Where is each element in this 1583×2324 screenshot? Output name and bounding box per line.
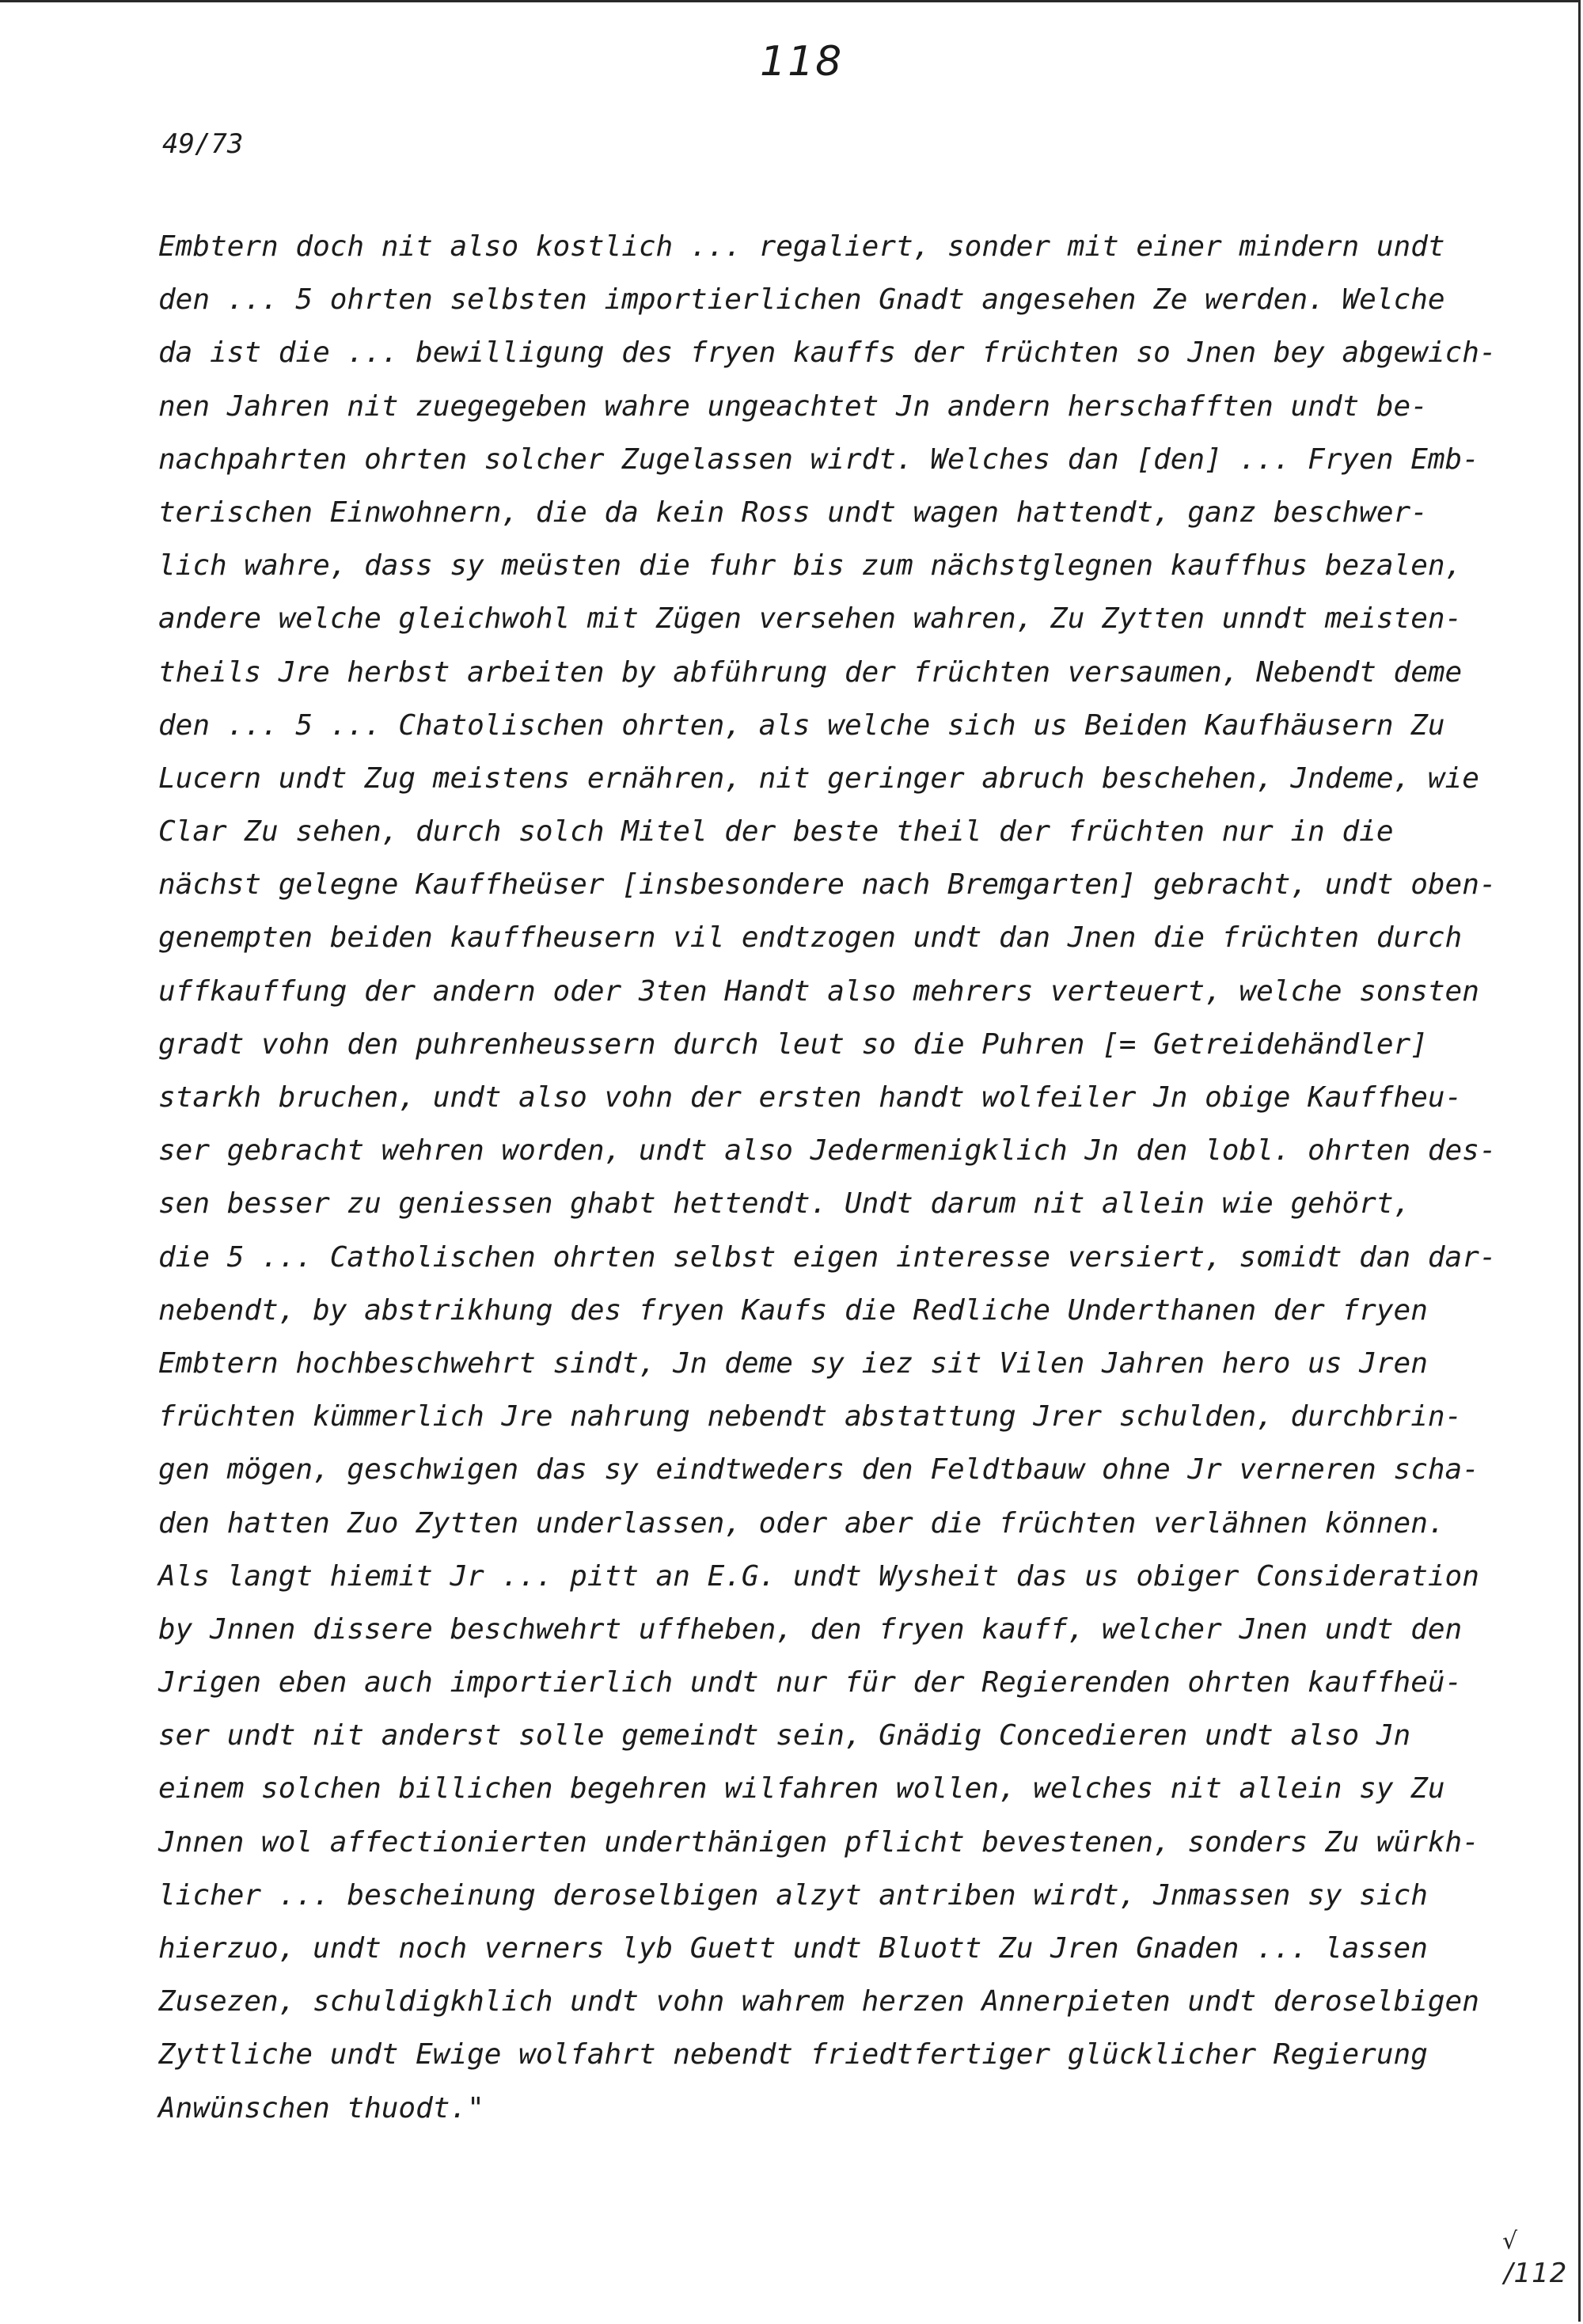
- text-line: gen mögen, geschwigen das sy eindtweders den Feldtbauw ohne Jr verneren scha-: [158, 1453, 1479, 1487]
- text-line: nachpahrten ohrten solcher Zugelassen wirdt. Welches dan [den] ... Fryen Emb-: [158, 442, 1479, 476]
- text-line: nächst gelegne Kauffheüser [insbesondere nach Bremgarten] gebracht, undt oben-: [158, 868, 1497, 902]
- text-line: den ... 5 ... Chatolischen ohrten, als welche sich us Beiden Kaufhäusern Zu: [158, 708, 1445, 742]
- text-line: theils Jre herbst arbeiten by abführung der früchten versaumen, Nebendt deme: [158, 655, 1463, 689]
- text-line: nebendt, by abstrikhung des fryen Kaufs die Redliche Underthanen der fryen: [158, 1293, 1428, 1327]
- text-line: Jrigen eben auch importierlich undt nur für der Regierenden ohrten kauffheü-: [158, 1666, 1463, 1699]
- text-line: einem solchen billichen begehren wilfahren wollen, welches nit allein sy Zu: [158, 1772, 1445, 1806]
- text-line: Embtern doch nit also kostlich ... regaliert, sonder mit einer mindern undt: [158, 230, 1445, 263]
- text-line: licher ... bescheinung deroselbigen alzyt antriben wirdt, Jnmassen sy sich: [158, 1878, 1428, 1912]
- text-line: uffkauffung der andern oder 3ten Handt also mehrers verteuert, welche sonsten: [158, 974, 1479, 1008]
- text-line: gradt vohn den puhrenheussern durch leut so die Puhren [= Getreidehändler]: [158, 1027, 1428, 1061]
- text-line: hierzuo, undt noch verners lyb Guett undt Bluott Zu Jren Gnaden ... lassen: [158, 1932, 1428, 1965]
- text-line: Clar Zu sehen, durch solch Mitel der beste theil der früchten nur in die: [158, 815, 1394, 849]
- text-line: andere welche gleichwohl mit Zügen versehen wahren, Zu Zytten unndt meisten-: [158, 602, 1463, 636]
- text-line: Jnnen wol affectionierten underthänigen pflicht bevestenen, sonders Zu würkh-: [158, 1825, 1479, 1859]
- text-line: da ist die ... bewilligung des fryen kauffs der früchten so Jnen bey abgewich-: [158, 336, 1497, 370]
- text-line: ser undt nit anderst solle gemeindt sein, Gnädig Concedieren undt also Jn: [158, 1719, 1411, 1752]
- text-line: den hatten Zuo Zytten underlassen, oder aber die früchten verlähnen können.: [158, 1506, 1445, 1540]
- text-line: Zusezen, schuldigkhlich undt vohn wahrem herzen Annerpieten undt deroselbigen: [158, 1985, 1479, 2018]
- text-line: by Jnnen dissere beschwehrt uffheben, den fryen kauff, welcher Jnen undt den: [158, 1612, 1463, 1646]
- text-line: starkh bruchen, undt also vohn der ersten handt wolfeiler Jn obige Kauffheu-: [158, 1081, 1463, 1114]
- text-line: genempten beiden kauffheusern vil endtzogen undt dan Jnen die früchten durch: [158, 921, 1463, 955]
- text-line: Embtern hochbeschwehrt sindt, Jn deme sy iez sit Vilen Jahren hero us Jren: [158, 1346, 1428, 1380]
- text-line: Anwünschen thuodt.": [158, 2091, 484, 2125]
- folio-note: /112: [1504, 2258, 1568, 2289]
- text-line: Lucern undt Zug meistens ernähren, nit geringer abruch beschehen, Jndeme, wie: [158, 761, 1479, 795]
- text-line: lich wahre, dass sy meüsten die fuhr bis zum nächstglegnen kauffhus bezalen,: [158, 549, 1463, 583]
- text-line: terischen Einwohnern, die da kein Ross undt wagen hattendt, ganz beschwer-: [158, 496, 1428, 529]
- archive-reference: 49/73: [162, 128, 244, 160]
- body-text: [158, 220, 1497, 2135]
- text-line: früchten kümmerlich Jre nahrung nebendt abstattung Jrer schulden, durchbrin-: [158, 1400, 1463, 1434]
- text-line: Als langt hiemit Jr ... pitt an E.G. undt Wysheit das us obiger Consideration: [158, 1559, 1479, 1593]
- text-line: nen Jahren nit zuegegeben wahre ungeachtet Jn andern herschafften undt be-: [158, 389, 1428, 423]
- text-line: den ... 5 ohrten selbsten importierlichen Gnadt angesehen Ze werden. Welche: [158, 283, 1445, 317]
- page-number: 118: [760, 38, 844, 85]
- text-line: sen besser zu geniessen ghabt hettendt. Undt darum nit allein wie gehört,: [158, 1187, 1411, 1221]
- check-mark: √: [1502, 2227, 1518, 2255]
- text-line: ser gebracht wehren worden, undt also Jedermenigklich Jn den lobl. ohrten des-: [158, 1134, 1497, 1168]
- text-line: die 5 ... Catholischen ohrten selbst eigen interesse versiert, somidt dan dar-: [158, 1240, 1497, 1274]
- text-line: Zyttliche undt Ewige wolfahrt nebendt friedtfertiger glücklicher Regierung: [158, 2038, 1428, 2071]
